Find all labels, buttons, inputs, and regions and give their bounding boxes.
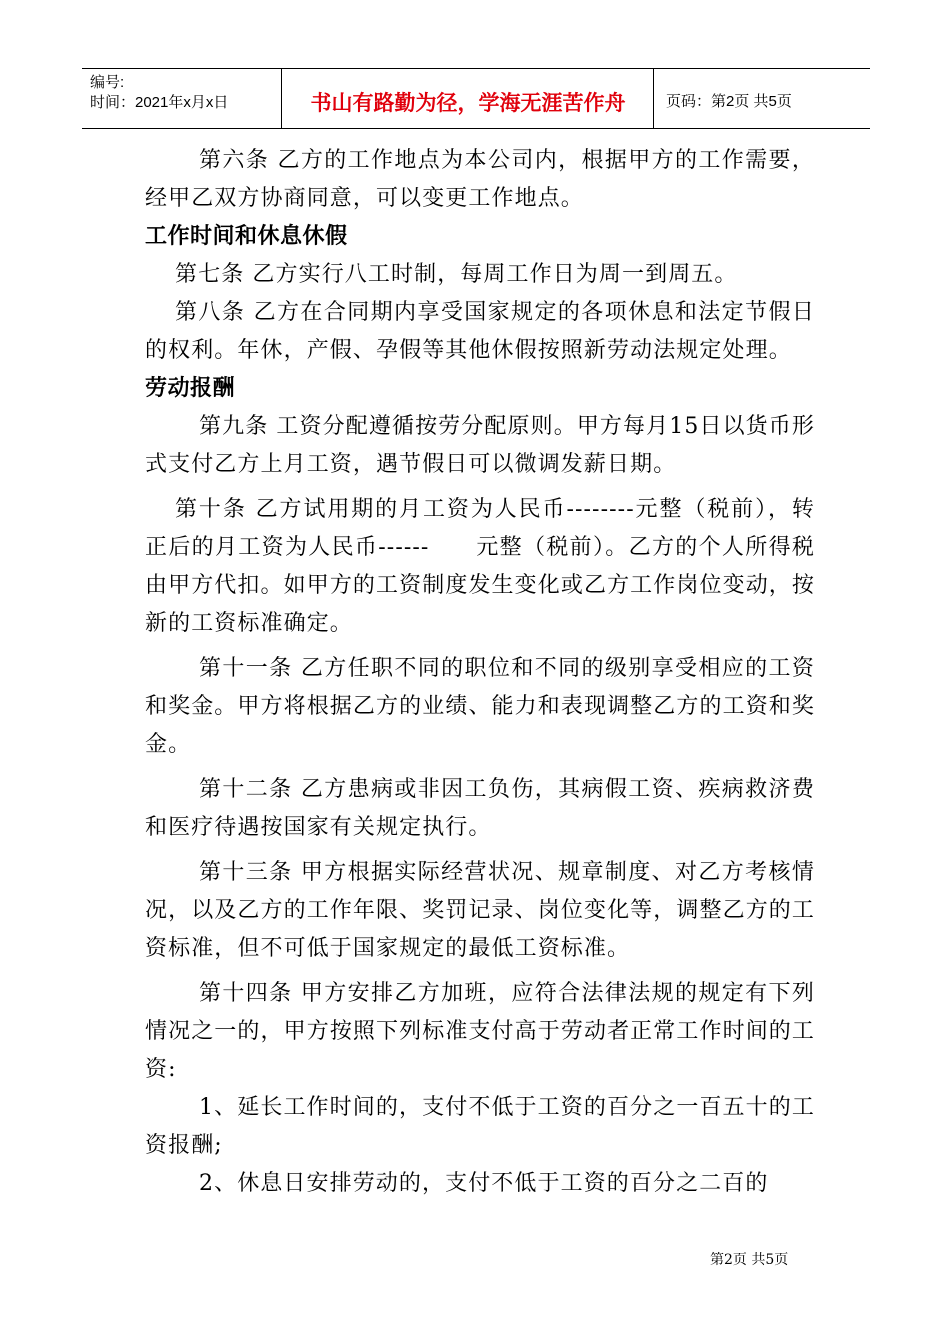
article-7: 第七条 乙方实行八工时制，每周工作日为周一到周五。 <box>175 262 738 287</box>
header-page-number: 页码：第2页 共5页 <box>666 93 792 110</box>
article-12: 第十二条 乙方患病或非因工负伤，其病假工资、疾病救济费和医疗待遇按国家有关规定执行。 <box>145 777 815 840</box>
document-header <box>82 68 870 129</box>
article-14-item-2: 2、休息日安排劳动的，支付不低于工资的百分之二百的 <box>199 1171 769 1196</box>
footer-page-number: 第2页 共5页 <box>710 1252 789 1268</box>
article-14-item-1: 1、延长工作时间的，支付不低于工资的百分之一百五十的工资报酬; <box>145 1095 815 1158</box>
article-6: 第六条 乙方的工作地点为本公司内，根据甲方的工作需要，经甲乙双方协商同意，可以变更工作地点。 <box>145 148 815 211</box>
section-heading-work-time: 工作时间和休息休假 <box>145 224 348 249</box>
header-meta-cell <box>82 69 282 128</box>
header-motto: 书山有路勤为径，学海无涯苦作舟 <box>310 91 626 115</box>
document-body <box>145 142 815 1203</box>
document-code-label: 编号: <box>90 74 125 91</box>
section-heading-compensation: 劳动报酬 <box>145 376 236 401</box>
article-8: 第八条 乙方在合同期内享受国家规定的各项休息和法定节假日的权利。年休，产假、孕假等其他休假按照新劳动法规定处理。 <box>145 300 815 363</box>
document-date-label: 时间：2021年x月x日 <box>90 94 229 111</box>
article-14: 第十四条 甲方安排乙方加班，应符合法律法规的规定有下列情况之一的，甲方按照下列标准支付高于劳动者正常工作时间的工资: <box>145 981 815 1082</box>
header-motto-cell <box>282 69 654 128</box>
article-13: 第十三条 甲方根据实际经营状况、规章制度、对乙方考核情况，以及乙方的工作年限、奖罚记录、岗位变化等，调整乙方的工资标准，但不可低于国家规定的最低工资标准。 <box>145 860 815 961</box>
article-11: 第十一条 乙方任职不同的职位和不同的级别享受相应的工资和奖金。甲方将根据乙方的业绩、能力和表现调整乙方的工资和奖金。 <box>145 656 815 757</box>
article-10: 第十条 乙方试用期的月工资为人民币--------元整（税前），转正后的月工资为人民币------ 元整（税前）。乙方的个人所得税由甲方代扣。如甲方的工资制度发生变化或乙方工作岗位变动，按新的工资标准确定。 <box>145 497 815 636</box>
header-page-cell <box>654 69 870 128</box>
article-9: 第九条 工资分配遵循按劳分配原则。甲方每月15日以货币形式支付乙方上月工资，遇节假日可以微调发薪日期。 <box>145 414 815 477</box>
